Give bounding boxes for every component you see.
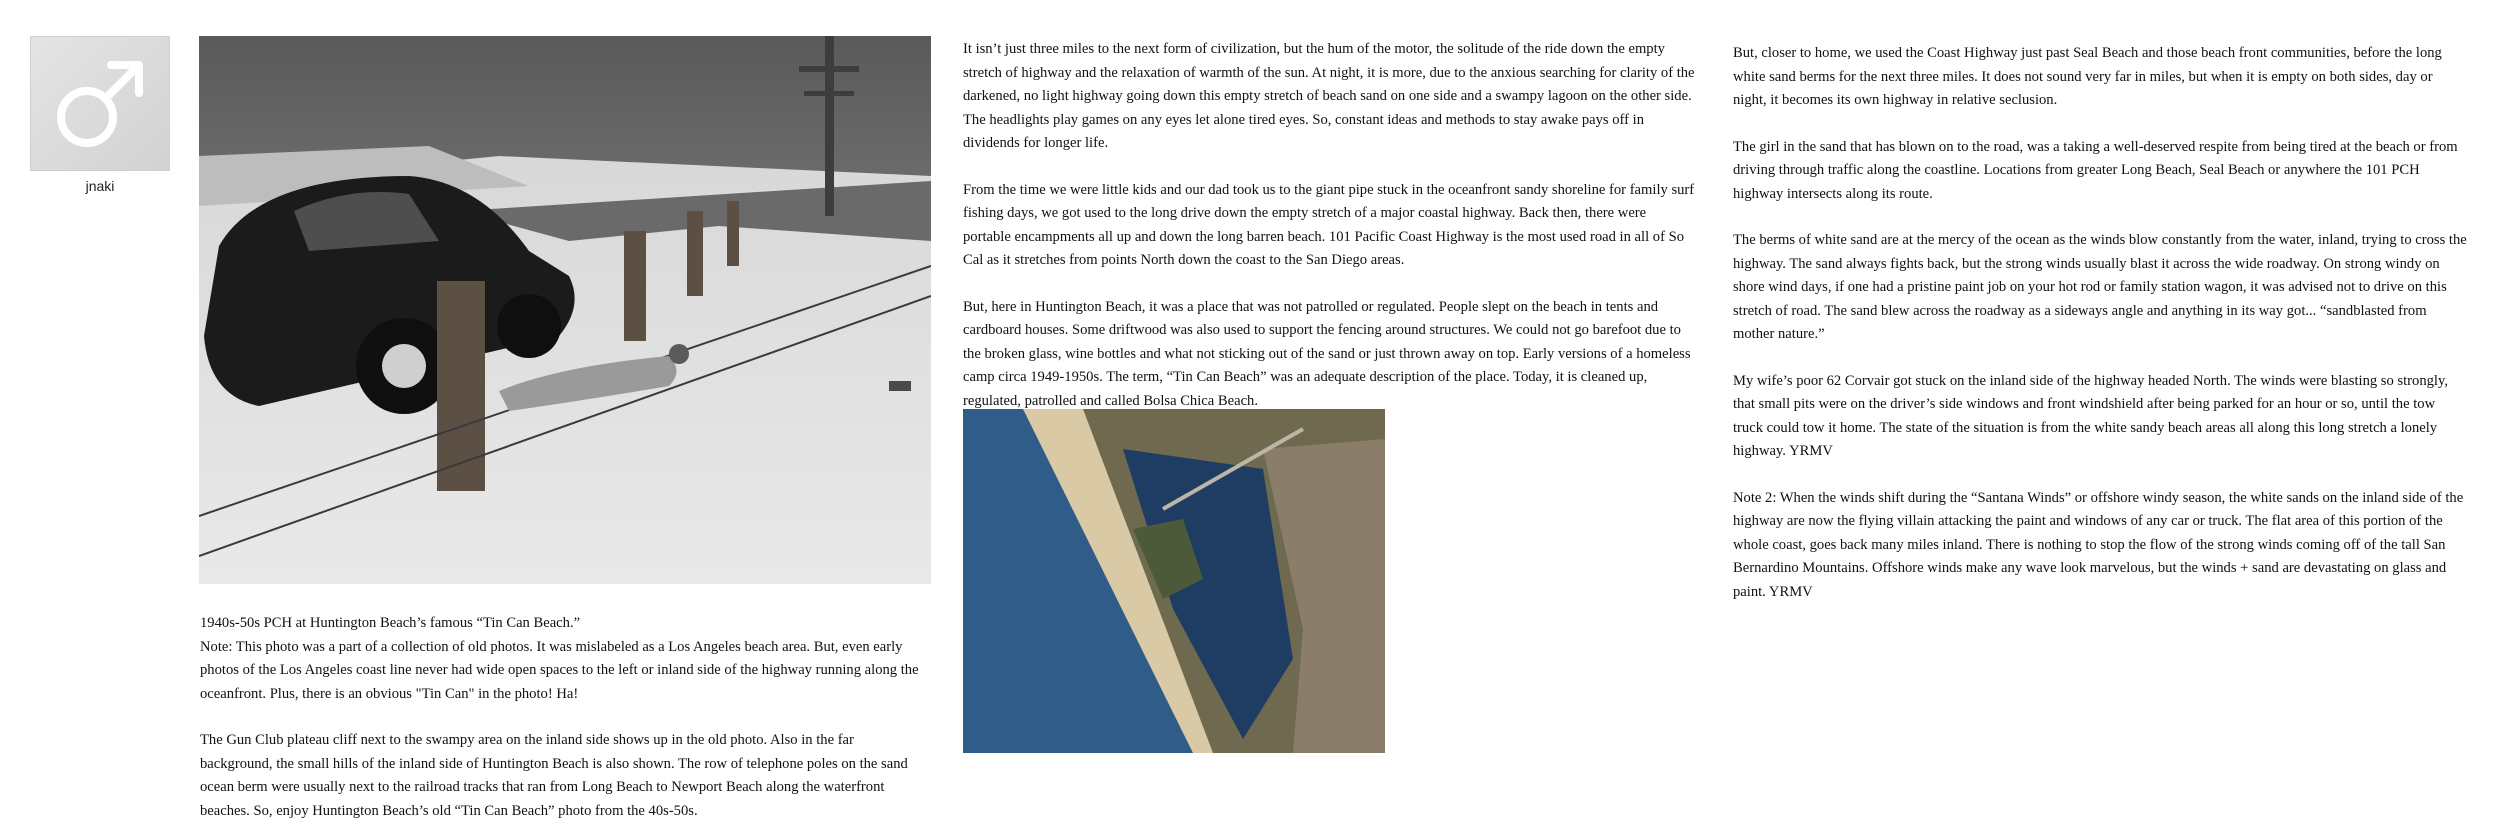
aerial-map-image — [963, 409, 1385, 753]
paragraph: The girl in the sand that has blown on to the road, was a taking a well-deserved respite from being tired at the beach or from driving through traffic along the coastline. Locations from greater Long Beach, Seal Beach or anywhere the 101 PCH highway intersects along its route. — [1733, 138, 2458, 202]
male-symbol-icon — [45, 49, 155, 159]
paragraph: From the time we were little kids and our dad took us to the giant pipe stuck in the oceanfront sandy shoreline for family surf fishing days, we got used to the long drive down the empty stretch of a major coastal highway. Back then, there were portable encampments all up and down the long barren beach. 101 Pacific Coast Highway is the most used road in all of So Cal as it stretches from points North down the coast to the San Diego areas. — [963, 181, 1695, 268]
caption-gun-club: The Gun Club plateau cliff next to the swampy area on the inland side shows up in the old photo. Also in the far background, the small hills of the inland side of Huntington Beach is also shown. The row of telephone poles on the sand ocean berm were usually next to the railroad tracks that ran from Long Beach to Newport Beach along the waterfront beaches. So, enjoy Huntington Beach’s old “Tin Can Beach” photo from the 40s-50s. — [200, 732, 908, 819]
paragraph: It isn’t just three miles to the next form of civilization, but the hum of the motor, the solitude of the ride down the empty stretch of highway and the relaxation of warmth of the sun. At night, it is more, due to the anxious searching for clarity of the darkened, no light highway going down this empty stretch of beach sand on one side and a swampy lagoon on the other side. The headlights play games on any eyes let alone tired eyes. So, constant ideas and methods to stay awake pays off in dividends for longer life. — [963, 41, 1695, 151]
right-column — [1733, 42, 2467, 627]
paragraph: Note 2: When the winds shift during the “Santana Winds” or offshore windy season, the white sands on the inland side of the highway are now the flying villain attacking the paint and windows of any car or truck. The flat area of this portion of the whole coast, goes back many miles inland. There is nothing to stop the flow of the strong winds coming off of the tall San Bernardino Mountains. Offshore winds make any wave look marvelous, but the winds + sand are devastating on glass and paint. YRMV — [1733, 489, 2464, 600]
middle-column — [963, 38, 1697, 436]
tin-can-beach-photo — [199, 36, 931, 584]
caption-title: 1940s-50s PCH at Huntington Beach’s famous “Tin Can Beach.” — [200, 615, 581, 631]
username[interactable]: jnaki — [85, 178, 115, 194]
avatar[interactable] — [30, 36, 170, 171]
photo-caption — [200, 612, 930, 823]
paragraph: The berms of white sand are at the mercy of the ocean as the winds blow constantly from the water, inland, trying to cross the highway. The sand always fights back, but the strong winds usually blast it across the wide roadway. On strong windy on shore wind days, if one had a pristine paint job on your hot rod or family station wagon, it was advised not to drive on this stretch of road. The sand blew across the roadway as a sideways angle and anything in its way got... “sandblasted from mother nature.” — [1733, 232, 2467, 342]
paragraph: But, closer to home, we used the Coast Highway just past Seal Beach and those beach front communities, before the long white sand berms for the next three miles. It does not sound very far in miles, but when it is empty on both sides, day or night, it becomes its own highway in relative seclusion. — [1733, 45, 2442, 108]
paragraph: My wife’s poor 62 Corvair got stuck on the inland side of the highway headed North. The winds were blasting so strongly, that small pits were on the driver’s side windows and front windshield after being parked for an hour or so, until the tow truck could tow it home. The state of the situation is from the white sandy beach areas all along this long stretch a lonely highway. YRMV — [1733, 372, 2448, 459]
paragraph: But, here in Huntington Beach, it was a place that was not patrolled or regulated. People slept on the beach in tents and cardboard houses. Some driftwood was also used to support the fencing around structures. We could not go barefoot due to the broken glass, wine bottles and what not sticking out of the sand or just thrown away on top. Early versions of a homeless camp circa 1949-1950s. The term, “Tin Can Beach” was an adequate description of the place. Today, it is cleaned up, regulated, patrolled and called Bolsa Chica Beach. — [963, 298, 1691, 409]
caption-note: Note: This photo was a part of a collection of old photos. It was mislabeled as a Los Angeles beach area. But, even early photos of the Los Angeles coast line never had wide open spaces to the left or inland side of the highway running along the oceanfront. Plus, there is an obvious "Tin Can" in the photo! Ha! — [200, 638, 919, 702]
